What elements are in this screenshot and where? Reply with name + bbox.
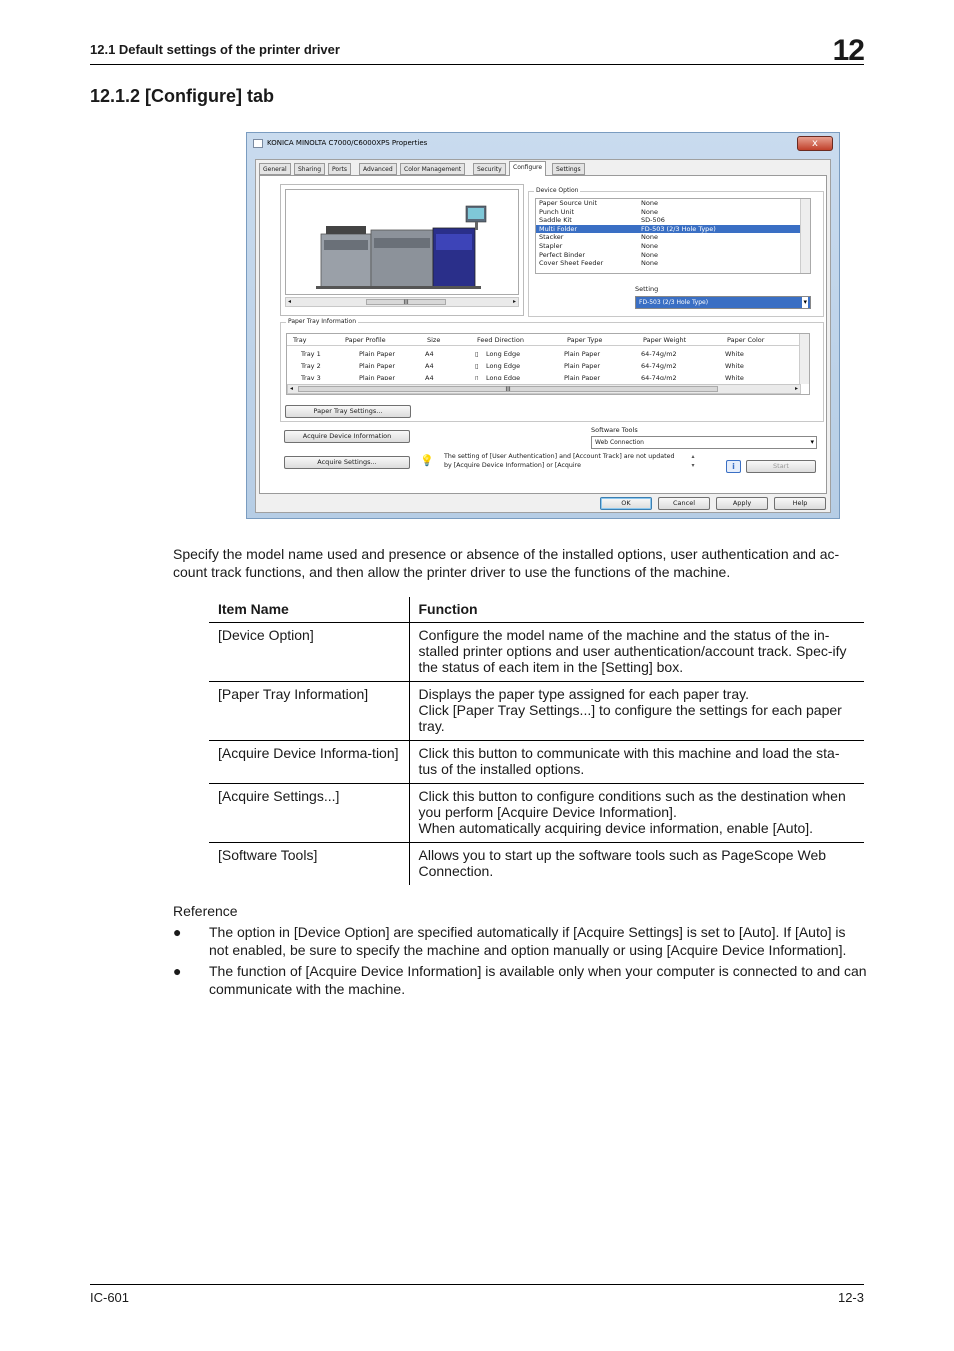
scroll-right-icon[interactable]: ▸ bbox=[512, 298, 516, 305]
tab-security[interactable]: Security bbox=[473, 163, 506, 175]
header-rule bbox=[90, 64, 864, 65]
table-row: [Paper Tray Information] Displays the paper type assigned for each paper tray. Click [Paper Tray Settings...] to configure the settings for each paper tray. bbox=[209, 682, 864, 741]
apply-button[interactable]: Apply bbox=[716, 497, 768, 510]
start-button[interactable]: Start bbox=[746, 460, 816, 473]
printer-image bbox=[285, 189, 519, 295]
tab-sharing[interactable]: Sharing bbox=[294, 163, 325, 175]
tab-general[interactable]: General bbox=[259, 163, 291, 175]
list-item-selected[interactable]: Multi Folder FD-503 (2/3 Hole Type) bbox=[536, 225, 810, 234]
section-title: 12.1.2 [Configure] tab bbox=[90, 86, 275, 106]
dialog-client bbox=[255, 159, 831, 513]
device-list-scrollbar[interactable] bbox=[800, 199, 810, 273]
dialog-title: KONICA MINOLTA C7000/C6000XPS Properties bbox=[267, 139, 428, 147]
page-icon: ▯ bbox=[475, 374, 479, 380]
setting-value: FD-503 (2/3 Hole Type) bbox=[639, 299, 709, 306]
table-row[interactable]: Tray 3 Plain Paper A4 ▯ Long Edge Plain Paper 64-74g/m2 White bbox=[287, 372, 801, 380]
page-icon: ▯ bbox=[475, 350, 479, 358]
list-item[interactable]: Stacker None bbox=[539, 233, 658, 242]
tab-settings[interactable]: Settings bbox=[552, 163, 585, 175]
list-item[interactable]: Cover Sheet Feeder None bbox=[539, 259, 658, 268]
device-option-group bbox=[528, 187, 824, 317]
table-row: [Device Option] Configure the model name of the machine and the status of the in-stalled printer options and user authentication/account track. Spec-ify the status of each item in the [Setting] box. bbox=[209, 623, 864, 682]
properties-dialog bbox=[246, 132, 840, 519]
header-item-name: Item Name bbox=[209, 597, 409, 623]
scroll-thumb[interactable]: III bbox=[298, 386, 718, 392]
tray-hscrollbar[interactable] bbox=[287, 384, 801, 394]
list-item[interactable]: Paper Source Unit None bbox=[539, 199, 658, 207]
scroll-left-icon[interactable]: ◂ bbox=[290, 385, 294, 392]
bullet-icon: ● bbox=[173, 924, 182, 940]
software-tools-select[interactable] bbox=[591, 436, 817, 449]
tab-advanced[interactable]: Advanced bbox=[359, 163, 397, 175]
scroll-left-icon[interactable]: ◂ bbox=[288, 298, 292, 305]
list-item[interactable]: Saddle Kit SD-506 bbox=[539, 216, 665, 225]
notice-scroll[interactable]: ▴ ▾ bbox=[691, 453, 695, 469]
preview-scrollbar[interactable] bbox=[285, 297, 519, 307]
setting-select[interactable] bbox=[635, 296, 811, 309]
table-row: [Acquire Settings...] Click this button to configure conditions such as the destination when you perform [Acquire Device Information]. When automatically acquiring device information, enable [Auto]. bbox=[209, 784, 864, 843]
notice-text: The setting of [User Authentication] and [Account Track] are not updated by [Acquire Device Information] or [Acquire bbox=[444, 453, 675, 469]
intro-paragraph: Specify the model name used and presence or absence of the installed options, user authentication and ac-count track functions, and then allow the printer driver to use the functions of the machine. bbox=[173, 546, 840, 580]
cancel-button[interactable]: Cancel bbox=[658, 497, 710, 510]
footer-rule bbox=[90, 1284, 864, 1285]
printer-illustration bbox=[286, 190, 518, 294]
footer-page-number: 12-3 bbox=[837, 1290, 864, 1305]
table-row[interactable]: Tray 1 Plain Paper A4 ▯ Long Edge Plain Paper 64-74g/m2 White bbox=[301, 350, 744, 358]
paper-tray-group bbox=[280, 318, 824, 422]
list-item[interactable]: Perfect Binder None bbox=[539, 250, 658, 259]
chapter-number: 12 bbox=[832, 34, 864, 67]
item-function-table bbox=[209, 597, 864, 885]
header-function: Function bbox=[409, 597, 864, 623]
device-option-label: Device Option bbox=[536, 187, 579, 194]
configure-panel bbox=[259, 175, 827, 494]
info-icon[interactable]: i bbox=[726, 460, 741, 473]
paper-tray-label: Paper Tray Information bbox=[288, 318, 357, 325]
help-button[interactable]: Help bbox=[774, 497, 826, 510]
table-row[interactable]: Tray 2 Plain Paper A4 ▯ Long Edge Plain Paper 64-74g/m2 White bbox=[301, 362, 744, 370]
table-row: [Software Tools] Allows you to start up the software tools such as PageScope Web Connection. bbox=[209, 843, 864, 886]
footer-model: IC-601 bbox=[90, 1290, 130, 1305]
chevron-down-icon: ▾ bbox=[803, 298, 807, 306]
running-header: 12.1 Default settings of the printer driver bbox=[90, 42, 340, 57]
paper-tray-settings-button[interactable]: Paper Tray Settings... bbox=[285, 405, 411, 418]
bullet-icon: ● bbox=[173, 963, 182, 979]
chevron-down-icon: ▾ bbox=[810, 438, 814, 446]
paper-tray-table bbox=[286, 333, 810, 395]
table-row: [Acquire Device Informa-tion] Click this button to communicate with this machine and load the sta-tus of the installed options. bbox=[209, 741, 864, 784]
tab-ports[interactable]: Ports bbox=[328, 163, 351, 175]
scroll-right-icon[interactable]: ▸ bbox=[794, 385, 798, 392]
acquire-settings-button[interactable]: Acquire Settings... bbox=[284, 456, 410, 469]
reference-label: Reference bbox=[173, 903, 238, 919]
table-header: Tray Paper Profile Size Feed Direction Paper Type Paper Weight Paper Color bbox=[287, 334, 801, 346]
printer-preview-frame bbox=[280, 184, 524, 316]
title-bar bbox=[247, 133, 839, 155]
software-tools-label: Software Tools bbox=[591, 426, 638, 434]
device-option-list[interactable] bbox=[535, 198, 811, 274]
lightbulb-icon: 💡 bbox=[420, 454, 434, 467]
ok-button[interactable]: OK bbox=[600, 497, 652, 510]
setting-label: Setting bbox=[635, 285, 659, 293]
tab-color-management[interactable]: Color Management bbox=[400, 163, 465, 175]
close-button[interactable]: x bbox=[797, 136, 833, 151]
tab-configure[interactable]: Configure bbox=[509, 161, 546, 176]
list-item[interactable]: Stapler None bbox=[539, 241, 658, 250]
printer-icon bbox=[253, 139, 263, 148]
list-item[interactable]: Punch Unit None bbox=[539, 207, 658, 216]
scroll-thumb[interactable]: III bbox=[366, 299, 446, 305]
tray-vscrollbar[interactable] bbox=[799, 334, 809, 384]
acquire-device-info-button[interactable]: Acquire Device Information bbox=[284, 430, 410, 443]
software-tools-value: Web Connection bbox=[595, 439, 644, 446]
page-icon: ▯ bbox=[475, 362, 479, 370]
table-header bbox=[209, 597, 864, 623]
